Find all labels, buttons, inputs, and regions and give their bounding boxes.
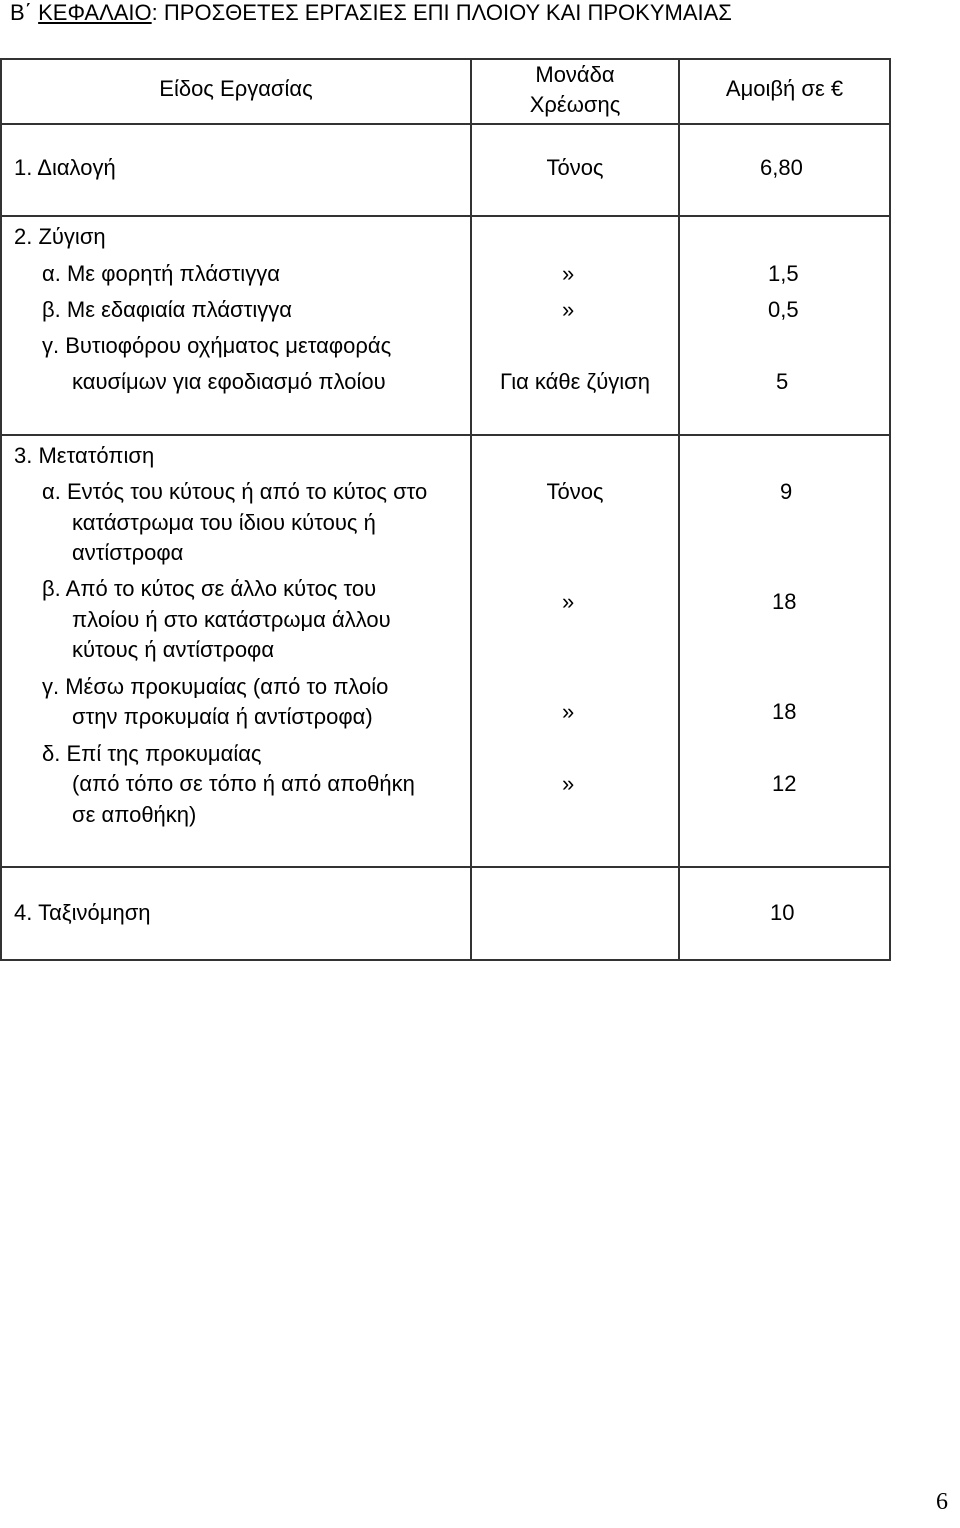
row-item-text: γ. Βυτιοφόρου οχήματος μεταφοράς (42, 333, 392, 358)
row-unit: » (562, 297, 575, 322)
row-item-text: α. Εντός του κύτους ή από το κύτος στο (42, 479, 428, 504)
row-unit: » (562, 261, 575, 286)
row-item-text: καυσίμων για εφοδιασμό πλοίου (72, 369, 386, 394)
row-item-text: β. Με εδαφιαία πλάστιγγα (42, 297, 292, 322)
row-unit: » (562, 771, 575, 796)
row-unit: » (562, 699, 575, 724)
row-fee: 10 (770, 900, 795, 925)
row-item-text: κύτους ή αντίστροφα (72, 637, 275, 662)
row-fee: 5 (776, 369, 789, 394)
header-unit-line1: Μονάδα (535, 62, 615, 87)
row-fee: 9 (780, 479, 793, 504)
table-row (1, 124, 890, 216)
title-prefix: Β΄ (10, 0, 39, 25)
page-title (10, 0, 732, 30)
row-fee: 18 (772, 699, 797, 724)
row-fee: 1,5 (768, 261, 799, 286)
row-item-text: σε αποθήκη) (72, 802, 197, 827)
header-row (1, 59, 890, 124)
row-item-text: κατάστρωμα του ίδιου κύτους ή (72, 510, 376, 535)
row-item-text: πλοίου ή στο κατάστρωμα άλλου (72, 607, 391, 632)
table-row (1, 867, 890, 960)
row-unit: Τόνος (546, 155, 604, 180)
row-label: 3. Μετατόπιση (14, 443, 155, 468)
row-label: 1. Διαλογή (14, 155, 116, 180)
row-label: 4. Ταξινόμηση (14, 900, 151, 925)
row-unit: » (562, 589, 575, 614)
row-item-text: στην προκυμαία ή αντίστροφα) (72, 704, 373, 729)
row-unit: Τόνος (546, 479, 604, 504)
row-fee: 6,80 (760, 155, 803, 180)
row-item-text: γ. Μέσω προκυμαίας (από το πλοίο (42, 674, 389, 699)
title-chapter: ΚΕΦΑΛΑΙΟ (38, 0, 152, 25)
row-fee: 0,5 (768, 297, 799, 322)
fees-table (0, 58, 891, 961)
row-item-text: δ. Επί της προκυμαίας (42, 741, 262, 766)
header-unit-line2: Χρέωσης (529, 92, 621, 117)
row-fee: 18 (772, 589, 797, 614)
row-item-text: (από τόπο σε τόπο ή από αποθήκη (72, 771, 415, 796)
row-unit: Για κάθε ζύγιση (500, 369, 650, 394)
page-number: 6 (936, 1489, 948, 1515)
row-label: 2. Ζύγιση (14, 224, 106, 249)
row-fee: 12 (772, 771, 797, 796)
table-row (1, 216, 890, 435)
row-item-text: β. Από το κύτος σε άλλο κύτος του (42, 576, 377, 601)
title-rest: : ΠΡΟΣΘΕΤΕΣ ΕΡΓΑΣΙΕΣ ΕΠΙ ΠΛΟΙΟΥ ΚΑΙ ΠΡΟΚΥΜΑΙΑΣ (151, 0, 732, 25)
table-row (1, 435, 890, 867)
row-item-text: α. Με φορητή πλάστιγγα (42, 261, 280, 286)
header-work-type: Είδος Εργασίας (159, 76, 313, 101)
row-item-text: αντίστροφα (72, 540, 184, 565)
header-fee: Αμοιβή σε € (725, 76, 844, 101)
